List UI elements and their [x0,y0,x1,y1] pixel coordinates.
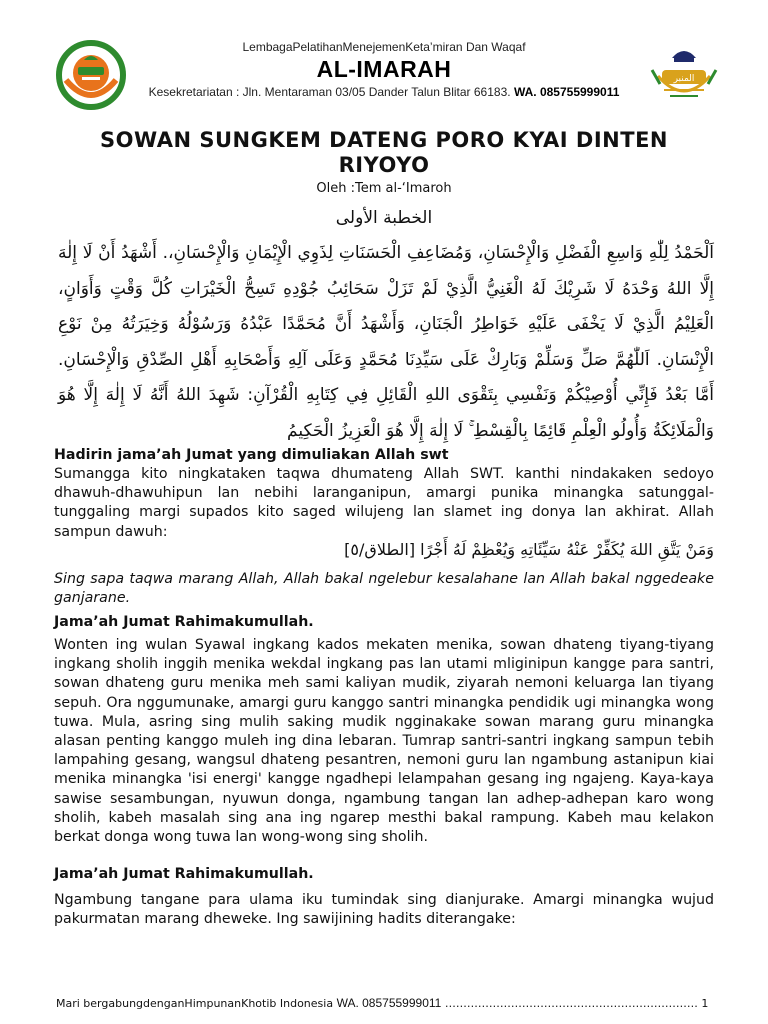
paragraph-4: Ngambung tangane para ulama iku tumindak sing dianjurake. Amargi minangka wujud pakurmatan marang dheweke. Ing sawijining hadits diterangake: [54,892,714,928]
footer-wa: WA. 085755999011 [336,996,442,1010]
letterhead-title: AL-IMARAH [316,56,452,82]
section-heading-2: Jama’ah Jumat Rahimakumullah. [54,614,314,630]
page-footer [56,996,712,1010]
document-author: Oleh :Tem al-‘Imaroh [316,181,452,196]
footer-text: Mari bergabungdenganHimpunanKhotib Indonesia [56,997,334,1010]
letterhead-address [0,85,768,99]
paragraph-3: Wonten ing wulan Syawal ingkang kados mekaten menika, sowan dhateng tiyang-tiyang ingkang sholih inggih menika wekdal ingkang pas lan utami mliginipun kangge para santri, sowan dhateng guru menika meh sami kaliyan mudik, ziyarah nemoni keluarga lan tiyang sepuh. Ora nggumunake, amargi guru kanggo santri minangka pendidik ugi minangka wong tuwa. Mula, asring sing mulih saking mudik ngginakake sowan marang guru minangka alasan penting kanggo muleh ing dina lebaran. Tumrap santri-santri ingkang sampun tebih lampahing gesang, wangsul dhateng pesantren, nemoni guru lan ngambung astanipun kiai menika minangka 'isi energi' kangge ngadhepi lelampahan gesang ing ngajeng. Kaya-kaya sawise sesambungan, nyuwun donga, ngambung tangan lan adhep-adhepan karo wong sholih, kabeh masalah sing ana ing ngarep mesthi bakal rampung. Kabeh mau kelakon berkat donga wong tuwa lan wong-wong sing sholih. [54,637,714,846]
document-title: SOWAN SUNGKEM DATENG PORO KYAI DINTEN RIYOYO [100,128,668,177]
page-number: 1 [701,997,709,1010]
translation-paragraph: Sing sapa taqwa marang Allah, Allah bakal ngelebur kesalahane lan Allah bakal nggedeake ganjarane. [54,571,714,607]
footer-dots: …………………………………………………………… [444,997,698,1010]
logo-right-label: المنبر [673,74,695,84]
address-text: Kesekretariatan : Jln. Mentaraman 03/05 Dander Talun Blitar 66183. [148,85,511,99]
section-heading-3: Jama’ah Jumat Rahimakumullah. [54,866,314,882]
wa-label: WA. [513,85,537,99]
wa-number: 085755999011 [539,85,620,99]
paragraph-1: Sumangga kito ningkataken taqwa dhumateng Allah SWT. kanthi nindakaken sedoyo dhawuh-dhawuhipun lan nebihi laranganipun, amargi punika minangka satunggal-tunggaling margi supados kito saged wilujeng lan slamet ing donya lan akhirat. Allah sampun dawuh: [54,466,714,540]
khutbah-heading: الخطبة الأولى [335,208,433,228]
letterhead-subtitle: LembagaPelatihanMenejemenKeta’miran Dan Waqaf [242,40,526,54]
arabic-quote: وَمَنْ يَتَّقِ اللهَ يُكَفِّرْ عَنْهُ سَيِّئَاتِهِ وَيُعْظِمْ لَهُ أَجْرًا [الطلاق/٥] [344,540,714,559]
arabic-opening: اَلْحَمْدُ لِلّٰهِ وَاسِعِ الْفَضْلِ وَالْإِحْسَانِ، وَمُضَاعِفِ الْحَسَنَاتِ لِذَوِي الْإِيْمَانِ وَالْإِحْسَانِ،. أَشْهَدُ أَنْ لَا إِلٰهَ إِلَّا اللهُ وَحْدَهُ لَا شَرِيْكَ لَهُ الْغَنِيُّ الَّذِيْ لَمْ تَزَلْ سَحَائِبُ جُوْدِهِ تَسِحُّ الْخَيْرَاتِ كُلَّ وَقْتٍ وَأَوَانٍ، الْعَلِيْمُ الَّذِيْ لَا يَخْفَى عَلَيْهِ خَوَاطِرُ الْجَنَانِ، وَأَشْهَدُ أَنَّ مُحَمَّدًا عَبْدُهُ وَرَسُوْلُهُ وَخِيَرَتُهُ مِنْ نَوْعِ الْإِنْسَانِ. اَللّٰهُمَّ صَلِّ وَسَلِّمْ وَبَارِكْ عَلَى سَيِّدِنَا مُحَمَّدٍ وَعَلَى آلِهِ وَأَصْحَابِهِ أَهْلِ الصِّدْقِ وَالْإِحْسَانِ. أَمَّا بَعْدُ فَإِنِّي أُوْصِيْكُمْ وَنَفْسِي بِتَقْوَى اللهِ الْقَائِلِ فِي كِتَابِهِ الْقُرْآنِ: شَهِدَ اللهُ أَنَّهُ لَا إِلٰهَ إِلَّا هُوَ وَالْمَلَائِكَةُ وَأُولُو الْعِلْمِ قَائِمًا بِالْقِسْطِ ۚ لَا إِلٰهَ إِلَّا هُوَ الْعَزِيزُ الْحَكِيمُ [58,243,714,441]
section-heading-1: Hadirin jama’ah Jumat yang dimuliakan Allah swt [54,447,449,463]
